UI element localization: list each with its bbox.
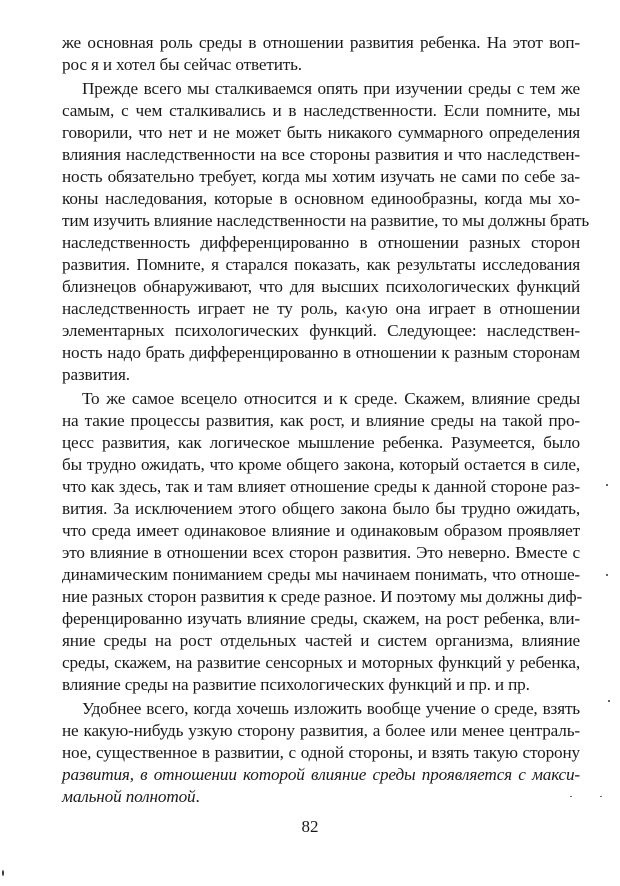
text-line: влияния наследственности на все стороны развития и что наследствен- [62, 145, 580, 164]
scan-speck [606, 484, 608, 486]
text-line: коны наследования, которые в основном единообразны, когда мы хо- [62, 189, 580, 208]
text-line: бы трудно ожидать, что кроме общего закона, который остается в силе, [62, 455, 580, 474]
italic-text-line: развития, в отношении которой влияние среды проявляется с макси- [62, 765, 580, 784]
text-line: наследственность играет не ту роль, ка‹ую она играет в отношении [62, 299, 580, 318]
text-line: То же самое всецело относится и к среде. Скажем, влияние среды [82, 389, 580, 408]
text-line: самым, с чем сталкивались и в наследственности. Если помните, мы [62, 101, 580, 120]
text-line: ференцированно изучать влияние среды, скажем, на рост ребенка, вли- [62, 609, 580, 628]
scan-speck [606, 574, 608, 576]
sentence-period: . [195, 787, 200, 806]
text-line: развития. Помните, я старался показать, как результаты исследования [62, 255, 580, 274]
text-line: на такие процессы развития, как рост, и влияние среды на такой про- [62, 411, 580, 430]
text-line: элементарных психологических функций. Следующее: наследствен- [62, 321, 580, 340]
text-line: ность надо брать дифференцированно в отношении к разным сторонам [62, 343, 580, 362]
scan-speck [600, 796, 602, 797]
text-line: же основная роль среды в отношении развития ребенка. На этот воп- [62, 33, 580, 52]
text-line: цесс развития, как логическое мышление ребенка. Разумеется, было [62, 433, 580, 452]
text-line: что как здесь, так и там влияет отношение среды к данной стороне раз- [62, 477, 580, 496]
text-line: не какую-нибудь узкую сторону развития, а более или менее централь- [62, 721, 580, 740]
scan-speck [570, 796, 572, 797]
text-line: ное, существенное в развитии, с одной стороны, и взять такую сторону [62, 743, 580, 762]
italic-text-fragment: мальной полнотой [62, 787, 196, 806]
text-line: что среда имеет одинаковое влияние и одинаковым образом проявляет [62, 521, 580, 540]
scan-speck [608, 700, 610, 702]
text-line: это влияние в отношении всех сторон развития. Это неверно. Вместе с [62, 543, 580, 562]
text-line: динамическим пониманием среды мы начинаем понимать, что отноше- [62, 565, 580, 584]
text-line: яние среды на рост отдельных частей и систем организма, влияние [62, 631, 580, 650]
text-line: рос я и хотел бы сейчас ответить. [62, 55, 302, 74]
text-line: ность обязательно требует, когда мы хотим изучать не сами по себе за- [62, 167, 580, 186]
scan-speck [2, 870, 4, 876]
text-line: Удобнее всего, когда хочешь изложить вообще учение о среде, взять [82, 699, 580, 718]
text-line: тим изучить влияние наследственности на развитие, то мы должны брать [62, 211, 590, 230]
text-line: развития. [62, 365, 130, 384]
text-line: влияние среды на развитие психологических функций и пр. и пр. [62, 675, 530, 694]
text-line: Прежде всего мы сталкиваемся опять при изучении среды с тем же [82, 79, 580, 98]
text-line: ние разных сторон развития к среде разное. И поэтому мы должны диф- [62, 587, 583, 606]
text-line: близнецов обнаруживают, что для высших психологических функций [62, 277, 580, 296]
text-line [62, 786, 580, 808]
page-number: 82 [301, 817, 319, 836]
text-line: вития. За исключением этого общего закона было бы трудно ожидать, [62, 499, 580, 518]
text-line: говорили, что нет и не может быть никакого суммарного определения [62, 123, 580, 142]
text-line: наследственность дифференцированно в отношении разных сторон [62, 233, 580, 252]
text-line: среды, скажем, на развитие сенсорных и моторных функций у ребенка, [62, 653, 580, 672]
